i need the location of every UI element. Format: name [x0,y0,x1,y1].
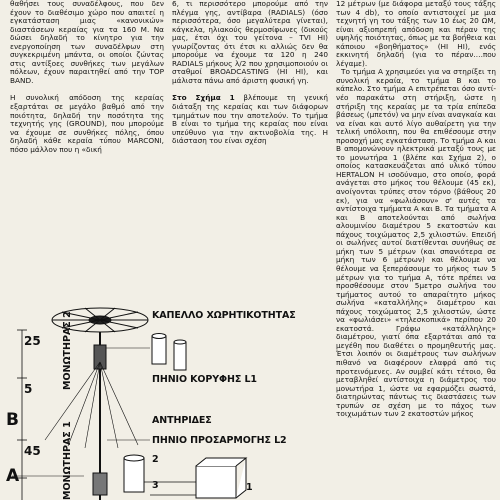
antenna-diagram [0,290,336,500]
top-coil [94,345,106,369]
antenna-drawing [0,290,336,500]
ground-box [196,466,236,498]
marker-number: 1 [246,482,253,493]
text-column-2 [172,0,328,146]
label-capacity-hat: ΚΑΠΕΛΛΟ ΧΩΡΗΤΙΚΟΤΗΤΑΣ [152,310,296,321]
caption-prefix: Στο [172,93,196,103]
marker-number: 3 [152,480,159,491]
section-label-a: Α [6,466,20,486]
matching-coil [124,458,144,492]
text-column-3 [336,0,496,419]
paragraph: Η συνολική απόδοση της κεραίας εξαρτάται σε μεγάλο βαθμό από την ποιότητα, δηλαδή την ποσότητα της τεχνητής γης (GROUND), που μπορούμε να έχουμε σε συνθήκες πόλης, όπου δηλαδή κάθε κεραία τύπου MARCONI, πόσο μάλλον που η «δική [10,93,164,154]
figure-reference: Σχήμα 1 [195,93,235,103]
paragraph: 6, τι περισσότερο μπορούμε από την πλέγμα γης, αντίβαρα (RADIALS) (όσο περισσότερα, όσο μεγαλύτερα γίνεται), κάγκελα, ηλιακούς θερμοσίφωνες (δικούς μας, έτσι όχι του γείτονα – ΤVI HI) γνωρίζοντας ότι έτσι κι αλλιώς δεν θα μπορούμε να έχουμε τα 120 η 240 RADIALS μήκους λ/2 που χρησιμοποιούν οι σταθμοί BROADCASTING (ΗΙ ΗΙ), και μάλιστα πάνω από άριστη φυσική γη. [172,0,328,85]
top-coil-detail [152,336,166,364]
guy-wire [100,362,118,448]
label-insulator-1: ΜΟΝΩΤΗΡΑΣ 1 [62,421,73,500]
dimension-label: 25 [24,334,41,348]
label-top-coil: ΠΗΝΙΟ ΚΟΡΥΦΗΣ L1 [152,374,257,385]
label-radials: ΑΝΤΗΡΙΔΕΣ [152,415,212,426]
dimension-label: 45 [24,444,41,458]
label-matching-coil: ΠΗΝΙΟ ΠΡΟΣΑΡΜΟΓΗΣ L2 [152,435,287,446]
paragraph: 12 μέτρων (με διάφορα μεταξύ τους τάξης των 4 db), το οποίο αντιστοιχεί με μια τεχνητή γη του τάξης των 10 έως 20 ΩΜ, είναι αξιοπρεπή απόδοση και πέραν της υψηλής ποιότητας, όπως με τα βοήθεια και κάποιου «βοηθήματος» (HI HI), ενός εκκινητή δηλαδή (για το πέραν….που λέγαμε). [336,0,496,68]
marker-number: 2 [152,454,159,465]
caption-text: βλέπουμε τη γενική διάταξη της κεραίας και των διάφορων τμημάτων που την αποτελούν. Το τμήμα Β είναι το τμήμα της κεραίας που είναι υπεύθυνο για την ακτινοβολία της. Η διάσταση του είναι σχέση [172,93,329,146]
dimension-label: 5 [24,382,33,396]
text-column-1 [10,0,164,154]
guy-wire [100,362,138,445]
insulator-1 [93,473,107,495]
guy-wire [85,362,100,448]
figure-reference-paragraph [172,94,328,145]
section-label-b: Β [6,410,19,430]
paragraph: θαθήσει τους συναδέλφους, που δεν έχουν το διαθέσιμο χώρο που απαιτεί η εγκατάσταση μιας «κανονικών» διαστάσεων κεραίας για τα 160 M. Να δώσει δηλαδή το κίνητρο για την ενεργοποίηση των συναδέλφων στη συγκεκριμένη μπάντα, οι οποίοι ζώντας στις αντίξοες συνθήκες των μεγάλων πόλεων, έχουν παραιτηθεί από την TOP BAND. [10,0,164,85]
label-insulator-2: ΜΟΝΩΤΗΡΑΣ 2 [62,311,73,390]
paragraph: Το τμήμα Α χρησιμεύει για να στηρίξει τη συνολική κεραία, το τμήμα Β και το κάπελο. Στο τμήμα Α επιτρέπεται όσο αντί-νέο παρακάτω στη στήριξη, ώστε η στήριξη της κεραίας με τα τρία επίπεδα βάσεως (μπετόν) να μην είναι αναγκαία και να είναι και αυτό λίγο αυθαίρετη για την τελική υπόλοιπη, που θα επιθέσουμε στην προσοχή μας εγκατάσταση. Το τμήμα Α και Β απομονώνουν ηλεκτρικά μεταξύ τους με το μονωτήρα 1 (βλέπε και Σχήμα 2), ο οποίος κατασκευάζεται από υλικό τύπου HERTALON Η ισοδύναμο, στο οποίο, φορά ανάγεται στο μήκος του θέλουμε (45 εκ), ανοίγονται τρύπες στον τόρνο (βάθους 20 εκ), για να «φωλιάσουν» σ' αυτές τα αντίστοιχα τμήματα Α και Β. Τα τμήματα Α και Β αποτελούνται από σωλήνα αλουμινίου διαμέτρου 5 εκατοστών και πάχους τοιχώματος 2,5 χιλιοστών. Επειδή οι σωλήνες αυτοί διατίθενται συνήθως σε μήκη των 5 μέτρων (και σπανιότερα σε μήκη των 6 μέτρων) και θέλουμε να θέλουμε να ξεπεράσουμε το μήκος των 5 μέτρων για το τμήμα Α, τότε πρέπει να προσθέσουμε στον 5μετρο σωλήνα του τμήματος αυτού το απαραίτητο μήκος σωλήνα «καταλλήλης» διαμέτρου και πάχους τοιχώματος 2,5 χιλιοστών, ώστε να «φωλιάσει» «τηλεσκοπικά» περίπου 20 εκατοστά. Γράφω «κατάλληλης» διαμέτρου, γιατί όπα εξαρτάται από τα μεγέθη που διαθέτει ο προμηθευτής μας. Έτσι λοιπόν οι διαμέτρους των σωλήνων πιθανό να διαφέρουν ελαφρά από τις προτεινόμενες. Αν συμβεί κάτι τέτοιο, θα μεταβληθεί αντίστοιχα η διάμετρος του μονωτήρα 1, ώστε να εφαρμόζει σωστά, διατηρώντας πάντως τις διαστάσεις των τρυπών σε σχέση με το πάχος των τοιχωμάτων των 2 εκατοστών μήκος [336,67,496,419]
